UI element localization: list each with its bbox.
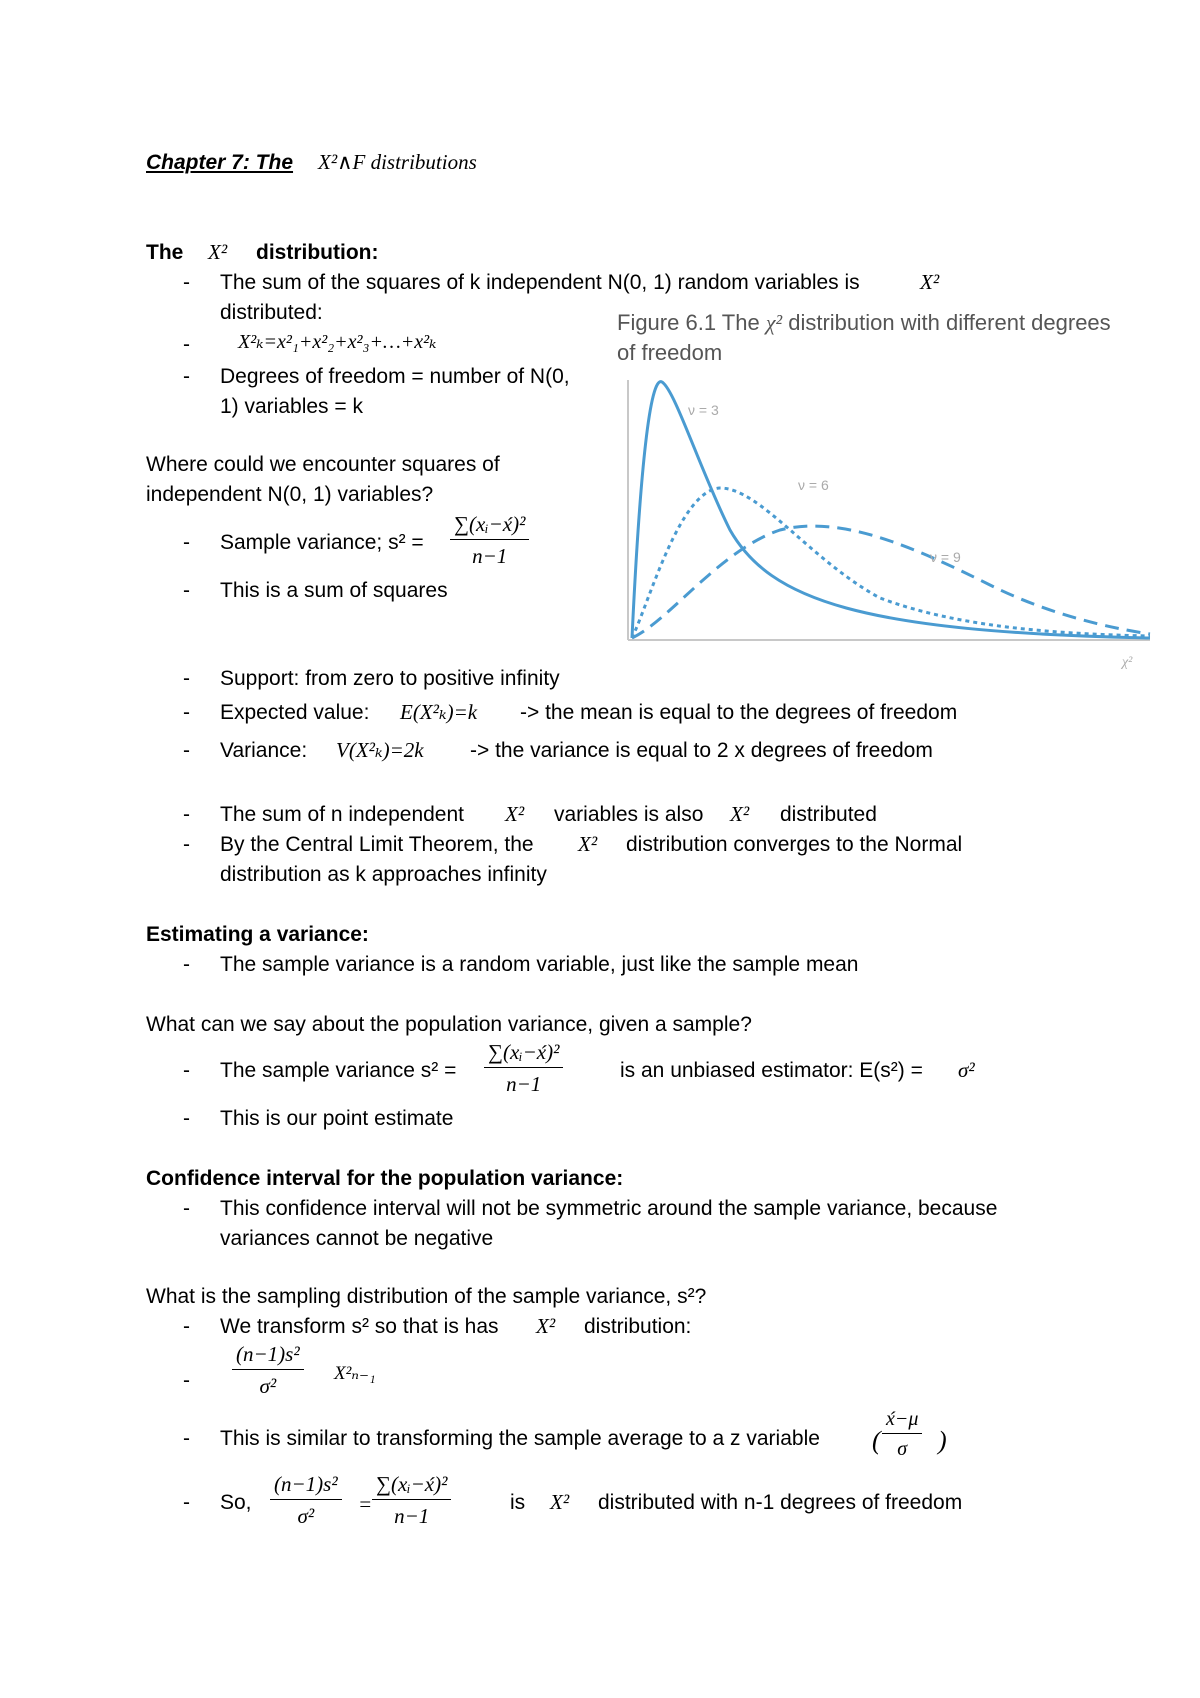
fraction-denominator: n−1 <box>506 1072 542 1096</box>
label-dof-9: ν = 9 <box>930 549 961 565</box>
so-is: is <box>510 1491 526 1514</box>
fraction-numerator: ∑(xᵢ−x́)² <box>450 512 529 540</box>
scaled-variance-fraction <box>232 1342 304 1399</box>
estimating-bullet: The sample variance is a random variable, just like the sample mean <box>220 953 859 976</box>
so-fraction-2 <box>372 1472 451 1529</box>
question-line-2: independent N(0, 1) variables? <box>146 483 434 506</box>
transform-text: We transform s² so that is has <box>220 1315 499 1338</box>
chi2-bullet-1: The sum of the squares of k independent N(0, 1) random variables is <box>220 271 860 294</box>
estimator-fraction <box>484 1040 563 1097</box>
close-paren: ) <box>938 1426 947 1455</box>
variance-formula: V(X²ₖ)=2k <box>336 738 424 762</box>
point-estimate-note: This is our point estimate <box>220 1107 454 1130</box>
bullet-dash: - <box>183 333 190 356</box>
variance-description: -> the variance is equal to 2 x degrees of freedom <box>470 739 933 762</box>
bullet-dash: - <box>183 579 190 602</box>
label-dof-3: ν = 3 <box>688 402 719 418</box>
transform-symbol: Χ² <box>536 1314 556 1338</box>
expected-value-formula: E(X²ₖ)=k <box>400 700 478 724</box>
bullet-dash: - <box>183 833 190 856</box>
fraction-denominator: σ² <box>297 1504 315 1528</box>
fraction-denominator: n−1 <box>472 544 508 568</box>
bullet-dash: - <box>183 1107 190 1130</box>
confidence-bullet-line1: This confidence interval will not be symmetric around the sample variance, because <box>220 1197 998 1220</box>
x-axis-label: χ² <box>1122 655 1133 670</box>
fraction-denominator: n−1 <box>394 1504 430 1528</box>
bullet-dash: - <box>183 1369 190 1392</box>
sample-variance-label: Sample variance; s² = <box>220 531 424 554</box>
similar-transform-text: This is similar to transforming the sample average to a z variable <box>220 1427 820 1450</box>
clt-a: By the Central Limit Theorem, the <box>220 833 534 856</box>
chi2-heading: The <box>146 241 184 264</box>
bullet-dash: - <box>183 1491 190 1514</box>
confidence-bullet-line2: variances cannot be negative <box>220 1227 494 1250</box>
sample-variance-fraction <box>450 512 529 569</box>
chi2-heading-symbol: Χ² <box>208 240 228 264</box>
so-label: So, <box>220 1491 252 1514</box>
chi2-heading-rest: distribution: <box>256 241 379 264</box>
title-math: Χ²∧F distributions <box>318 150 477 174</box>
sum-of-squares-note: This is a sum of squares <box>220 579 448 602</box>
sum-independent-c: distributed <box>780 803 877 826</box>
fraction-numerator: (n−1)s² <box>232 1342 304 1370</box>
bullet-dash: - <box>183 667 190 690</box>
clt-symbol: Χ² <box>578 832 598 856</box>
curve-dof-3 <box>632 382 1150 638</box>
fraction-denominator: σ² <box>259 1374 277 1398</box>
clt-b: distribution converges to the Normal <box>626 833 963 856</box>
population-variance-question: What can we say about the population variance, given a sample? <box>146 1013 752 1036</box>
figure-caption: Figure 6.1 The χ² distribution with different degrees <box>617 310 1111 335</box>
support-line: Support: from zero to positive infinity <box>220 667 560 690</box>
bullet-dash: - <box>183 701 190 724</box>
fraction-numerator: x́−μ <box>882 1408 922 1434</box>
bullet-dash: - <box>183 953 190 976</box>
bullet-dash: - <box>183 531 190 554</box>
clt-line2: distribution as k approaches infinity <box>220 863 547 886</box>
chi2-n-minus-1: Χ²ₙ₋₁ <box>334 1363 376 1384</box>
sum-independent-a: The sum of n independent <box>220 803 465 826</box>
so-chi2-symbol: Χ² <box>550 1490 570 1514</box>
curve-dof-9 <box>632 526 1150 638</box>
chi2-bullet-1-line2: distributed: <box>220 301 323 324</box>
variance-label: Variance: <box>220 739 308 762</box>
transform-text-b: distribution: <box>584 1315 692 1338</box>
fraction-denominator: σ <box>897 1438 908 1460</box>
sampling-distribution-question: What is the sampling distribution of the sample variance, s²? <box>146 1285 707 1308</box>
sum-independent-symbol-1: Χ² <box>505 802 525 826</box>
sum-independent-b: variables is also <box>554 803 704 826</box>
fraction-numerator: (n−1)s² <box>270 1472 342 1500</box>
figure-caption-line2: of freedom <box>617 340 723 365</box>
question-line-1: Where could we encounter squares of <box>146 453 500 476</box>
expected-value-description: -> the mean is equal to the degrees of freedom <box>520 701 958 724</box>
bullet-dash: - <box>183 271 190 294</box>
open-paren: ( <box>872 1426 881 1455</box>
bullet-dash: - <box>183 739 190 762</box>
bullet-dash: - <box>183 1315 190 1338</box>
fraction-numerator: ∑(xᵢ−x́)² <box>484 1040 563 1068</box>
bullet-dash: - <box>183 365 190 388</box>
z-fraction <box>882 1408 922 1461</box>
bullet-dash: - <box>183 1427 190 1450</box>
confidence-heading: Confidence interval for the population variance: <box>146 1167 624 1190</box>
estimating-heading: Estimating a variance: <box>146 923 369 946</box>
so-distribution-text: distributed with n-1 degrees of freedom <box>598 1491 963 1514</box>
expected-value-label: Expected value: <box>220 701 370 724</box>
dof-line-1: Degrees of freedom = number of N(0, <box>220 365 570 388</box>
sigma-squared: σ² <box>958 1058 975 1082</box>
unbiased-estimator-text: is an unbiased estimator: E(s²) = <box>620 1059 923 1082</box>
sample-variance-estimator-label: The sample variance s² = <box>220 1059 457 1082</box>
chi2-bullet-1-symbol: Χ² <box>920 270 940 294</box>
chi2-distribution-chart <box>610 370 1190 670</box>
page-title: Chapter 7: The <box>146 151 294 174</box>
chi2-sum-formula: Χ²ₖ=x²₁+x²₂+x²₃+…+x²ₖ <box>238 331 437 353</box>
label-dof-6: ν = 6 <box>798 477 829 493</box>
bullet-dash: - <box>183 1059 190 1082</box>
equals-sign: = <box>358 1492 373 1516</box>
bullet-dash: - <box>183 803 190 826</box>
sum-independent-symbol-2: Χ² <box>730 802 750 826</box>
bullet-dash: - <box>183 1197 190 1220</box>
fraction-numerator: ∑(xᵢ−x́)² <box>372 1472 451 1500</box>
dof-line-2: 1) variables = k <box>220 395 363 418</box>
so-fraction-1 <box>270 1472 342 1529</box>
